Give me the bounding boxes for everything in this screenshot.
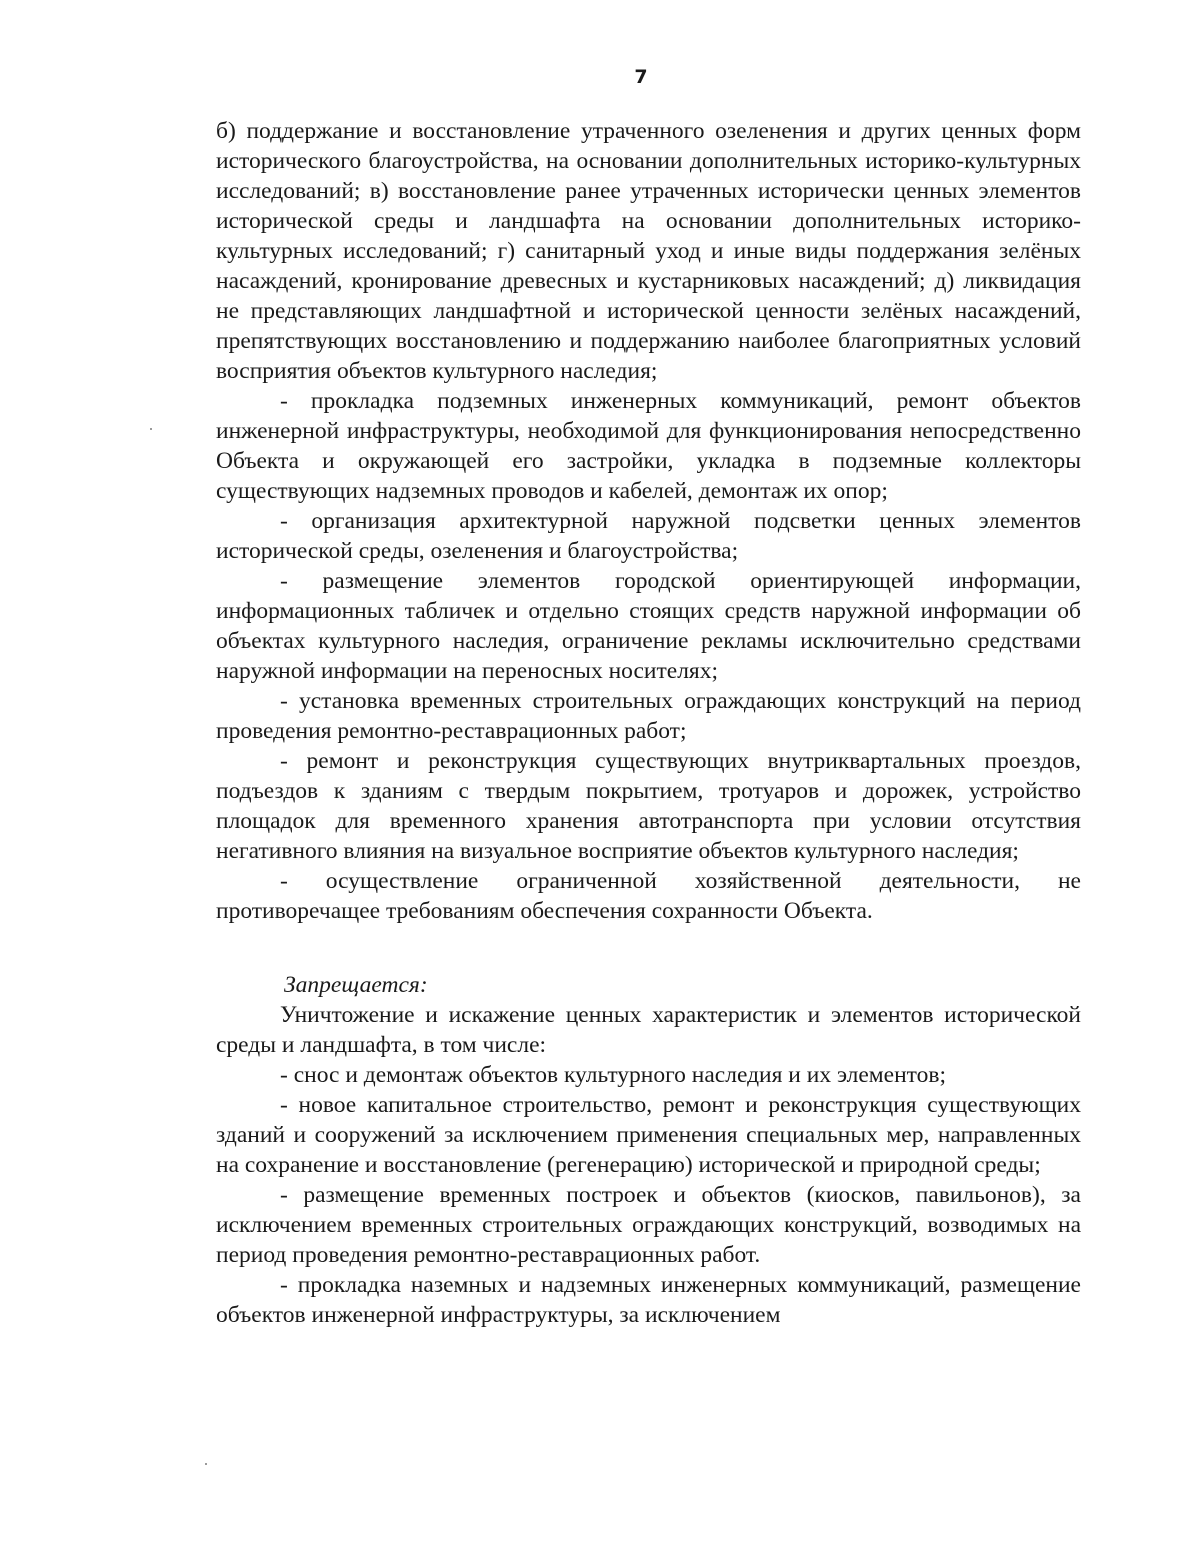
paragraph-allowed-works: б) поддержание и восстановление утраченного озеленения и других ценных форм исторического благоустройства, на основании дополнительных историко-культурных исследований; в) восстановление ранее утраченных исторически ценных элементов исторической среды и ландшафта на основании дополнительных историко-культурных исследований; г) санитарный уход и иные виды поддержания зелёных насаждений, кронирование древесных и кустарниковых насаждений; д) ликвидация не представляющих ландшафтной и исторической ценности зелёных насаждений, препятствующих восстановлению и поддержанию наиболее благоприятных условий восприятия объектов культурного наследия;	[216, 118, 1081, 384]
paragraph-new-construction: - новое капитальное строительство, ремонт и реконструкция существующих зданий и сооружений за исключением применения специальных мер, направленных на сохранение и восстановление (регенерацию) исторической и природной среды;	[216, 1092, 1081, 1178]
scan-speck	[205, 1463, 207, 1465]
paragraph-temporary-buildings: - размещение временных построек и объектов (киосков, павильонов), за исключением временных строительных ограждающих конструкций, возводимых на период проведения ремонтно-реставрационных работ.	[216, 1182, 1081, 1268]
paragraph-driveways: - ремонт и реконструкция существующих внутриквартальных проездов, подъездов к зданиям с твердым покрытием, тротуаров и дорожек, устройство площадок для временного хранения автотранспорта при условии отсутствия негативного влияния на визуальное восприятие объектов культурного наследия;	[216, 748, 1081, 864]
paragraph-lighting: - организация архитектурной наружной подсветки ценных элементов исторической среды, озеленения и благоустройства;	[216, 508, 1081, 564]
paragraph-underground-utilities: - прокладка подземных инженерных коммуникаций, ремонт объектов инженерной инфраструктуры, необходимой для функционирования непосредственно Объекта и окружающей его застройки, укладка в подземные коллекторы существующих надземных проводов и кабелей, демонтаж их опор;	[216, 388, 1081, 504]
scan-speck	[150, 428, 152, 430]
paragraph-economic-activity: - осуществление ограниченной хозяйственной деятельности, не противоречащее требованиям обеспечения сохранности Объекта.	[216, 868, 1081, 924]
paragraph-signage: - размещение элементов городской ориентирующей информации, информационных табличек и отдельно стоящих средств наружной информации об объектах культурного наследия, ограничение рекламы исключительно средствами наружной информации на переносных носителях;	[216, 568, 1081, 684]
page-number: 7	[634, 66, 648, 88]
paragraph-destruction: Уничтожение и искажение ценных характеристик и элементов исторической среды и ландшафта, в том числе:	[216, 1002, 1081, 1058]
paragraph-demolition: - снос и демонтаж объектов культурного наследия и их элементов;	[280, 1062, 946, 1088]
document-body	[216, 116, 1081, 1330]
paragraph-surface-utilities: - прокладка наземных и надземных инженерных коммуникаций, размещение объектов инженерной инфраструктуры, за исключением	[216, 1272, 1081, 1328]
prohibited-heading: Запрещается:	[284, 972, 428, 998]
paragraph-temporary-fencing: - установка временных строительных ограждающих конструкций на период проведения ремонтно-реставрационных работ;	[216, 688, 1081, 744]
